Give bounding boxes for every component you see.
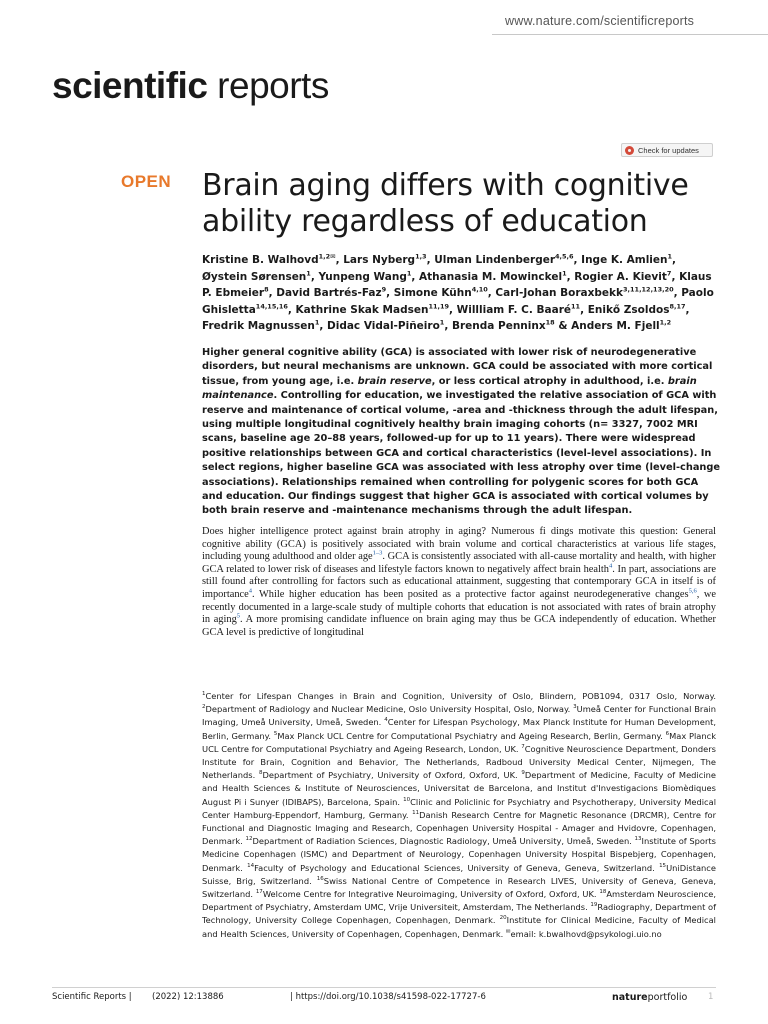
nature-portfolio-logo: [612, 992, 688, 1003]
abstract: Higher general cognitive ability (GCA) is associated with lower risk of neurodegenerative disorders, but neural mechanisms are unknown. GCA could be associated with more cortical tissue, from young age, i.e. brain reserve, or less cortical atrophy in adulthood, i.e. brain maintenance. Controlling for education, we investigated the relative association of GCA with reserve and maintenance of cortical volume, -area and -thickness through the adult lifespan, using multiple longitudinal cognitively healthy brain imaging cohorts (n= 3327, 7002 MRI scans, baseline age 20–88 years, followed-up for up to 11 years). There were widespread positive relationships between GCA and cortical characteristics (level-level associations). In select regions, higher baseline GCA was associated with less atrophy over time (level-change associations). Relationships remained when controlling for polygenic scores for both GCA and education. Our findings suggest that higher GCA is associated with cortical volumes by both brain reserve and -maintenance mechanisms through the adult lifespan.: [202, 347, 721, 517]
page-number: 1: [708, 992, 714, 1002]
brand-light: reports: [207, 65, 329, 106]
check-for-updates-label: Check for updates: [638, 145, 699, 155]
author-list[interactable]: Kristine B. Walhovd$^{1,2✉}$, Lars Nyberg$^{1,3}$, Ulman Lindenberger$^{4,5,6}$, Inge K. Amlien$^1$, Øystein Sørensen$^1$, Yunpeng Wang$^1$, Athanasia M. Mowinckel$^1$, Rogier A. Kievit$^7$, Klaus P. Ebmeier$^8$, David Bartrés-Faz$^9$, Simone Kühn$^{4,10}$, Carl-Johan Boraxbekk$^{3,11,12,13,20}$, Paolo Ghisletta$^{14,15,16}$, Kathrine Skak Madsen$^{11,19}$, Willliam F. C. Baaré$^{11}$, Enikő Zsoldos$^{8,17}$, Fredrik Magnussen$^1$, Didac Vidal-Piñeiro$^1$, Brenda Penninx$^{18}$ & Anders M. Fjell$^{1,2}$: [202, 252, 714, 333]
page-footer: [52, 992, 716, 1006]
check-for-updates-button[interactable]: [621, 143, 713, 157]
footer-year-ref: (2022) 12:13886: [152, 992, 224, 1002]
publisher-light: portfolio: [647, 992, 688, 1003]
journal-url[interactable]: www.nature.com/scientificreports: [505, 14, 695, 28]
crossmark-icon: [625, 146, 634, 155]
article-title: Brain aging differs with cognitive ability regardless of education: [202, 168, 689, 239]
footer-divider: [52, 987, 716, 988]
footer-doi-link[interactable]: | https://doi.org/10.1038/s41598-022-17727-6: [290, 992, 486, 1002]
brand-bold: scientific: [52, 65, 208, 106]
affiliations: $^1$Center for Lifespan Changes in Brain and Cognition, University of Oslo, Blindern, POB1094, 0317 Oslo, Norway. $^2$Department of Radiology and Nuclear Medicine, Oslo University Hospital, Oslo, Norway. $^3$Umeå Center for Functional Brain Imaging, Umeå University, Umeå, Sweden. $^4$Center for Lifespan Psychology, Max Planck Institute for Human Development, Berlin, Germany. $^5$Max Planck UCL Centre for Computational Psychiatry and Ageing Research, Berlin, Germany. $^6$Max Planck UCL Centre for Computational Psychiatry and Ageing Research, London, UK. $^7$Cognitive Neuroscience Department, Donders Institute for Brain, Cognition and Behavior, The Netherlands, Radboud University Medical Center, Nijmegen, The Netherlands. $^8$Department of Psychiatry, University of Oxford, Oxford, UK. $^9$Department of Medicine, Faculty of Medicine and Health Sciences & Institute of Neurosciences, Universitat de Barcelona, and Institut d'Investigacions Biomèdiques August Pi i Sunyer (IDIBAPS), Barcelona, Spain. $^{10}$Clinic and Policlinic for Psychiatry and Psychotherapy, University Medical Center Hamburg-Eppendorf, Hamburg, Germany. $^{11}$Danish Research Centre for Magnetic Resonance (DRCMR), Centre for Functional and Diagnostic Imaging and Research, Copenhagen University Hospital - Amager and Hvidovre, Copenhagen, Denmark. $^{12}$Department of Radiation Sciences, Diagnostic Radiology, Umeå University, Umeå, Sweden. $^{13}$Institute of Sports Medicine Copenhagen (ISMC) and Department of Neurology, Copenhagen University Hospital Bispebjerg, Copenhagen, Denmark. $^{14}$Faculty of Psychology and Educational Sciences, University of Geneva, Geneva, Switzerland. $^{15}$UniDistance Suisse, Brig, Switzerland. $^{16}$Swiss National Centre of Competence in Research LIVES, University of Geneva, Geneva, Switzerland. $^{17}$Welcome Centre for Integrative Neuroimaging, University of Oxford, Oxford, UK. $^{18}$Amsterdam Neuroscience, Department of Psychiatry, Amsterdam UMC, Vrije Universiteit, Amsterdam, The Netherlands. $^{19}$Radiography, Department of Technology, University College Copenhagen, Copenhagen, Denmark. $^{20}$Institute for Clinical Medicine, Faculty of Medical and Health Sciences, University of Copenhagen, Copenhagen, Denmark. ✉email: k.bwalhovd@psykologi.uio.no: [202, 691, 717, 939]
open-access-label: OPEN: [121, 172, 172, 191]
journal-brand: [52, 64, 329, 108]
body-text: Does higher intelligence protect against brain atrophy in aging? Numerous fi dings motivate this question: General cognitive ability (GCA) is positively associated with brain volume and cortical characteristics at various life stages, including young adulthood and older age$^{1-3}$. GCA is consistently associated with all-cause mortality and health, with higher GCA related to lower risk of diseases and lifestyle factors known to negatively affect brain health$^4$. In part, associations are still found after controlling for factors such as educational attainment, suggesting that contemporary GCA in itself is of importance$^4$. While higher education has been posited as a protective factor against neurodegenerative changes$^{5,6}$, we recently documented in a large-scale study of multiple cohorts that education is not associated with rates of brain atrophy in aging$^5$. A more promising candidate influence on brain aging may thus be GCA independently of education. Whether GCA level is predictive of longitudinal: [202, 526, 717, 638]
footer-journal: Scientific Reports |: [52, 992, 132, 1002]
header-divider: [492, 34, 768, 35]
publisher-bold: nature: [612, 992, 648, 1003]
